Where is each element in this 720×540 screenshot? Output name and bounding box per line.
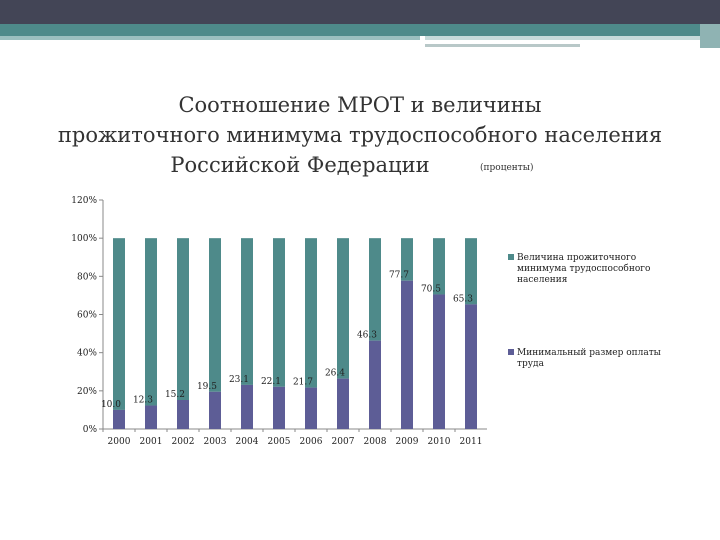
chart-title-note: (проценты) — [480, 163, 534, 173]
bar-minimum-wage — [145, 406, 157, 429]
data-label: 23.1 — [228, 374, 249, 385]
data-label: 65.3 — [452, 294, 473, 305]
data-label: 21.7 — [292, 377, 313, 388]
data-label: 26.4 — [324, 368, 345, 379]
y-tick-label: 20% — [76, 386, 97, 397]
bar-minimum-wage — [305, 388, 317, 429]
x-tick-label: 2007 — [331, 437, 355, 447]
data-label: 10.0 — [100, 399, 121, 410]
y-tick-label: 100% — [71, 234, 97, 245]
x-tick-label: 2002 — [171, 437, 195, 447]
bar-minimum-wage — [209, 392, 221, 429]
data-label: 12.3 — [132, 395, 153, 406]
x-tick-label: 2000 — [107, 437, 131, 447]
bar-minimum-wage — [433, 294, 445, 429]
chart-bars — [113, 238, 477, 429]
x-tick-label: 2004 — [235, 437, 259, 447]
bar-minimum-wage — [241, 385, 253, 429]
bar-minimum-wage — [273, 387, 285, 429]
data-label: 46.3 — [356, 330, 377, 341]
bar-subsistence-minimum — [369, 238, 381, 340]
legend-label: Минимальный размер оплаты труда — [517, 348, 661, 369]
bar-minimum-wage — [337, 379, 349, 429]
legend-swatch — [508, 254, 514, 260]
x-tick-label: 2008 — [363, 437, 387, 447]
data-label: 77.7 — [388, 270, 409, 281]
data-label: 70.5 — [420, 284, 441, 295]
y-tick-label: 120% — [71, 196, 97, 206]
bar-minimum-wage — [113, 410, 125, 429]
chart-title-line-1: Соотношение МРОТ и величины — [178, 93, 542, 117]
y-tick-label: 40% — [76, 348, 97, 359]
bar-subsistence-minimum — [337, 238, 349, 378]
data-label: 15.2 — [164, 389, 185, 400]
chart-legend — [508, 253, 661, 369]
bar-subsistence-minimum — [145, 238, 157, 405]
y-tick-label: 80% — [76, 272, 97, 283]
x-tick-label: 2005 — [267, 437, 291, 447]
legend-swatch — [508, 349, 514, 355]
bar-subsistence-minimum — [241, 238, 253, 385]
y-tick-label: 60% — [76, 310, 97, 321]
data-label: 19.5 — [196, 381, 217, 392]
bar-subsistence-minimum — [177, 238, 189, 400]
x-tick-label: 2003 — [203, 437, 227, 447]
x-tick-label: 2010 — [427, 437, 451, 447]
bar-subsistence-minimum — [305, 238, 317, 387]
bar-minimum-wage — [369, 341, 381, 429]
legend-label: Величина прожиточного минимума трудоспособного населения — [517, 253, 651, 285]
bar-subsistence-minimum — [209, 238, 221, 392]
bar-minimum-wage — [177, 400, 189, 429]
bar-minimum-wage — [401, 281, 413, 429]
x-tick-label: 2009 — [395, 437, 419, 447]
bar-subsistence-minimum — [273, 238, 285, 387]
x-tick-label: 2011 — [459, 437, 483, 447]
x-tick-label: 2001 — [139, 437, 163, 447]
y-tick-label: 0% — [82, 425, 97, 435]
chart-title-line-2: прожиточного минимума трудоспособного населения — [57, 123, 663, 147]
bar-subsistence-minimum — [113, 238, 125, 410]
x-tick-label: 2006 — [299, 437, 323, 447]
chart-title-line-3: Российской Федерации — [170, 153, 430, 177]
bar-minimum-wage — [465, 304, 477, 429]
data-label: 22.1 — [260, 376, 281, 387]
